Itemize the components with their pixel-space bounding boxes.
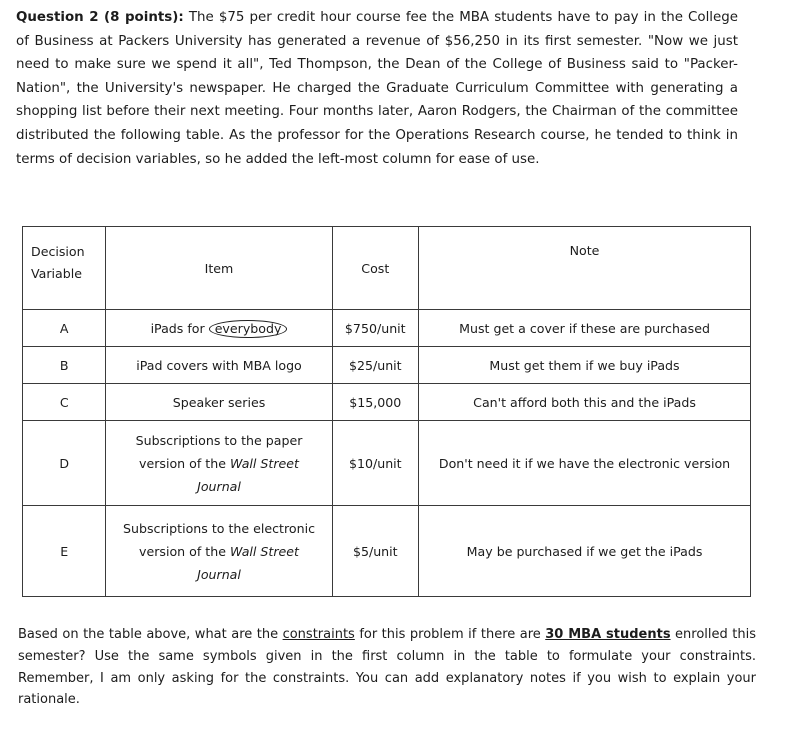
row-note: May be purchased if we get the iPads — [419, 506, 751, 597]
row-note: Don't need it if we have the electronic version — [419, 421, 751, 506]
row-item: Subscriptions to the electronic version of the Wall Street Journal — [106, 506, 332, 597]
header-item: Item — [106, 227, 332, 310]
row-cost: $25/unit — [332, 347, 419, 384]
row-cost: $10/unit — [332, 421, 419, 506]
header-note: Note — [419, 227, 751, 310]
row-cost: $5/unit — [332, 506, 419, 597]
row-variable: A — [23, 310, 106, 347]
question-intro — [16, 6, 738, 171]
table-row — [23, 310, 751, 347]
table-row — [23, 506, 751, 597]
row-item: Speaker series — [106, 384, 332, 421]
question-text: The $75 per credit hour course fee the MBA students have to pay in the College of Business at Packers University has generated a revenue of $56,250 in its first semester. "Now we just need to make sure we spend it all", Ted Thompson, the Dean of the College of Business said to "Packer-Nation", the University's newspaper. He charged the Graduate Curriculum Committee with generating a shopping list before their next meeting. Four months later, Aaron Rodgers, the Chairman of the committee distributed the following table. As the professor for the Operations Research course, he tended to think in terms of decision variables, so he added the left-most column for ease of use. — [16, 10, 739, 167]
question-prompt: Based on the table above, what are the constraints for this problem if there are 30 MBA students enrolled this semester? Use the same symbols given in the first column in the table to formulate your constraints. Remember, I am only asking for the constraints. You can add explanatory notes if you wish to explain your rationale. — [18, 627, 756, 708]
row-note: Can't afford both this and the iPads — [419, 384, 751, 421]
table-row — [23, 384, 751, 421]
row-item: iPad covers with MBA logo — [106, 347, 332, 384]
row-cost: $15,000 — [332, 384, 419, 421]
students-count: 30 MBA students — [545, 627, 671, 642]
row-cost: $750/unit — [332, 310, 419, 347]
header-cost: Cost — [332, 227, 419, 310]
table-row — [23, 421, 751, 506]
row-variable: D — [23, 421, 106, 506]
table-header-row — [23, 227, 751, 310]
row-item: Subscriptions to the paper version of the Wall Street Journal — [106, 421, 332, 506]
row-variable: C — [23, 384, 106, 421]
table-row — [23, 347, 751, 384]
constraints-word: constraints — [282, 627, 355, 642]
shopping-list-table — [22, 226, 751, 597]
row-note: Must get a cover if these are purchased — [419, 310, 751, 347]
row-variable: B — [23, 347, 106, 384]
question-label: Question 2 (8 points): — [16, 10, 184, 25]
header-decision-variable: Decision Variable — [23, 227, 106, 310]
row-note: Must get them if we buy iPads — [419, 347, 751, 384]
circled-word: everybody — [209, 320, 288, 338]
row-item: iPads for everybody — [106, 310, 332, 347]
row-variable: E — [23, 506, 106, 597]
